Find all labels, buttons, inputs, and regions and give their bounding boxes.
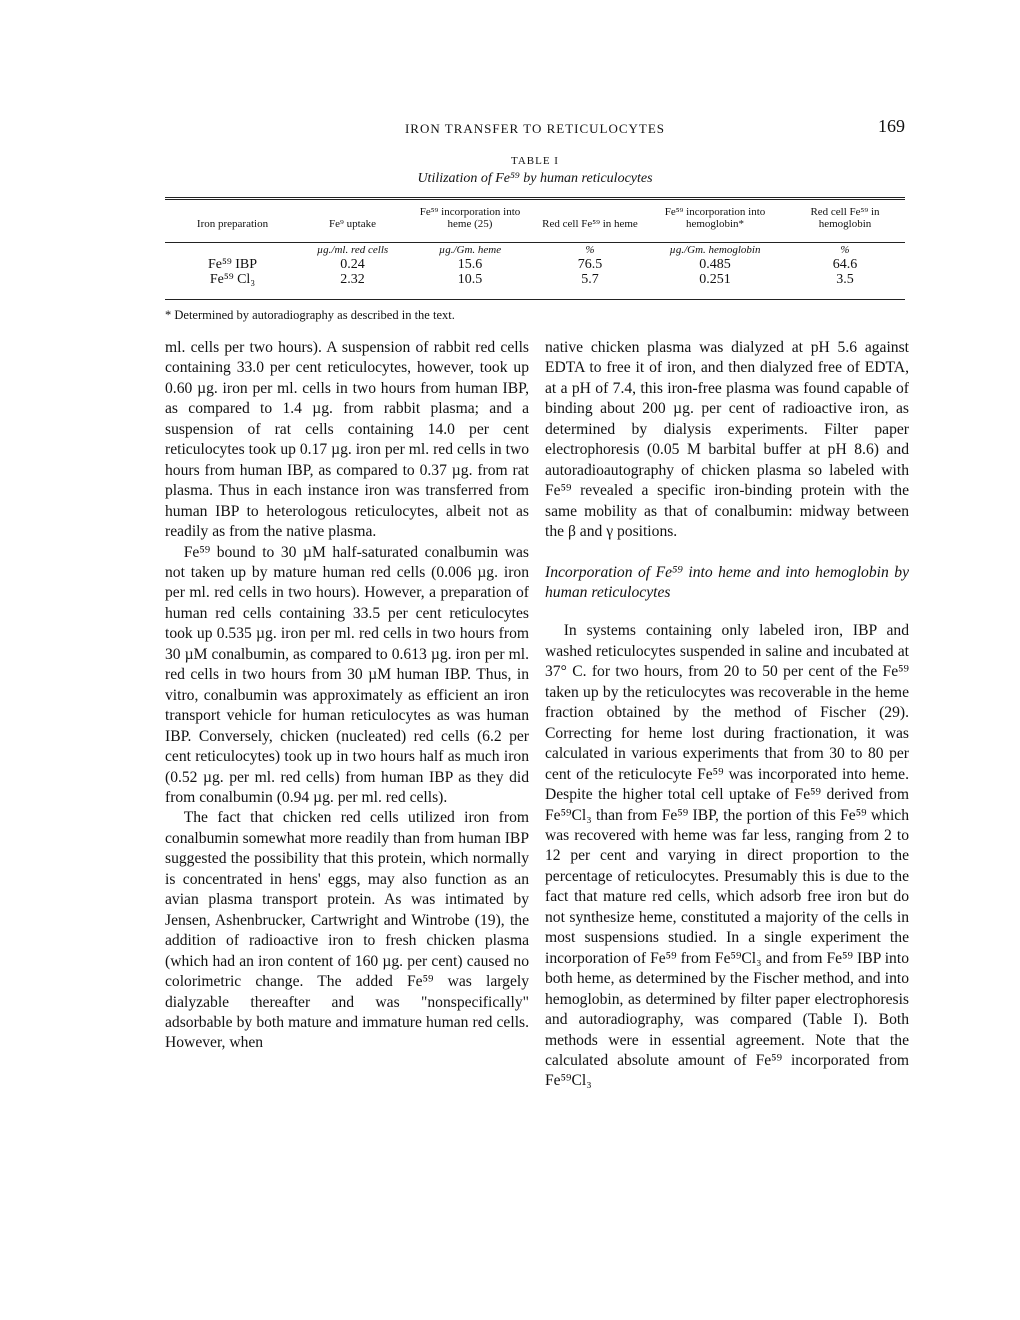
paragraph: In systems containing only labeled iron, IBP and washed reticulocytes suspended in saline and incubated at 37° C. for two hours, from 20 to 50 per cent of the Fe⁵⁹ taken up by the reticulocytes was recoverable in the heme fraction obtained by the method of Fischer (29). Correcting for heme lost during fractionation, it was calculated in various experiments that from 30 to 80 per cent of the reticulocyte Fe⁵⁹ was incorporated into heme. Despite the higher total cell uptake of Fe⁵⁹ derived from Fe⁵⁹Cl₃ than from Fe⁵⁹ IBP, the portion of this Fe⁵⁹ which was recovered with heme was far less, ranging from 2 to 12 per cent and varying in direct proportion to the percentage of reticulocytes. Presumably this is due to the fact that mature red cells, which adsorb free iron but do not synthesize heme, constituted a majority of the cells in most suspensions studied. In a single experiment the incorporation of Fe⁵⁹ from Fe⁵⁹Cl₃ and from Fe⁵⁹ IBP into both heme, as determined by the Fischer method, and into hemoglobin, as determined by filter paper electrophoresis and autoradiography, was compared (Table I). Both methods were in essential agreement. Note that the calculated absolute amount of Fe⁵⁹ incorporated from Fe⁵⁹Cl₃ (545, 622, 909, 1090)
table-label: TABLE I (511, 155, 559, 167)
column-header: Red cell Fe⁵⁹ in heme (542, 218, 638, 230)
column-header: Iron preparation (196, 218, 269, 230)
unit-cell: % (585, 244, 595, 256)
column-header: Fe⁵⁹ incorporation into heme (25) (419, 206, 521, 230)
paragraph: The fact that chicken red cells utilized iron from conalbumin somewhat more readily than from human IBP suggested the possibility that this protein, which normally is concentrated in hens' eggs, may also function as an avian plasma transport protein. As was intimated by Jensen, Ashenbrucker, Cartwright and Wintrobe (19), the addition of radioactive iron to fresh chicken plasma (which had an iron content of 160 µg. per cent) caused no colorimetric change. The added Fe⁵⁹ was largely dialyzable thereafter and was "nonspecifically" adsorbable by both mature and immature human red cells. However, when (165, 809, 529, 1052)
table-cell: 64.6 (832, 257, 858, 272)
paragraph: Fe⁵⁹ bound to 30 µM half-saturated conalbumin was not taken up by mature human red cells (0.006 µg. iron per ml. red cells in two hours). However, a preparation of human red cells containing 33.5 per cent reticulocytes took up 0.535 µg. iron per ml. red cells in two hours from 30 µM conalbumin, as compared to 0.613 µg. iron per ml. red cells in two hours from 30 µM human IBP. Thus, in vitro, conalbumin was approximately as efficient an iron transport vehicle for human reticulocytes as was human IBP. Conversely, chicken (nucleated) red cells (6.2 per cent reticulocytes) took up in two hours half as much iron (0.52 µg. per ml. red cells) from human IBP as they did from conalbumin (0.94 µg. per ml. red cells). (165, 543, 529, 806)
unit-cell: µg./ml. red cells (316, 244, 389, 256)
table-footnote: * Determined by autoradiography as described in the text. (165, 308, 455, 322)
running-title: IRON TRANSFER TO RETICULOCYTES (404, 121, 666, 136)
table-cell: 76.5 (577, 257, 603, 272)
table-cell: 10.5 (457, 272, 483, 287)
units-row (165, 236, 905, 257)
left-column (165, 338, 529, 1054)
column-header: Fe⁵⁹ incorporation into hemoglobin* (664, 206, 766, 230)
table-caption: Utilization of Fe⁵⁹ by human reticulocytes (417, 171, 653, 186)
table-header-row (165, 206, 905, 236)
row-label: Fe⁵⁹ IBP (207, 257, 258, 272)
column-header: Red cell Fe⁵⁹ in hemoglobin (810, 206, 880, 230)
page-number: 169 (878, 116, 905, 136)
right-column (545, 338, 909, 1092)
table-cell: 5.7 (581, 272, 599, 287)
section-heading: Incorporation of Fe⁵⁹ into heme and into hemoglobin by human reticulocytes (545, 563, 909, 601)
table-row (165, 272, 905, 287)
table-bottom-rule (165, 299, 905, 300)
paragraph: ml. cells per two hours). A suspension of rabbit red cells containing 33.0 per cent reticulocytes, however, took up 0.60 µg. iron per ml. cells in two hours from human IBP, as compared to 1.4 µg. from rabbit plasma; and a suspension of rat cells containing 14.0 per cent reticulocytes took up 0.17 µg. iron per ml. red cells in two hours from human IBP, as compared to 0.37 µg. from rat plasma. Thus in each instance iron was transferred from human IBP to heterologous reticulocytes, albeit not as readily as from the native plasma. (165, 339, 529, 541)
table-cell: 2.32 (340, 272, 365, 287)
unit-cell: % (840, 244, 850, 256)
row-label: Fe⁵⁹ Cl₃ (209, 272, 256, 287)
table-cell: 3.5 (836, 272, 854, 287)
table-cell: 15.6 (457, 257, 483, 272)
unit-cell: µg./Gm. hemoglobin (669, 244, 761, 256)
data-table (165, 206, 905, 287)
table-header-rule (165, 242, 905, 243)
table-cell: 0.485 (699, 257, 731, 272)
table-top-rule (165, 197, 905, 200)
column-header: Fe⁹ uptake (329, 218, 376, 230)
page-header (165, 118, 905, 140)
table-cell: 0.251 (699, 272, 731, 287)
unit-cell: µg./Gm. heme (438, 244, 502, 256)
table-row (165, 257, 905, 272)
unit-cell (165, 236, 300, 257)
paragraph: native chicken plasma was dialyzed at pH 5.6 against EDTA to free it of iron, and then dialyzed free of EDTA, at a pH of 7.4, this iron-free plasma was found capable of binding about 200 µg. per cent of radioactive iron, as determined by dialysis experiments. Filter paper electrophoresis (0.05 M barbital buffer at pH 8.6) and autoradioautography of chicken plasma so labeled with Fe⁵⁹ revealed a specific iron-binding protein with the same mobility as that of conalbumin: midway between the β and γ positions. (545, 339, 909, 541)
table-cell: 0.24 (340, 257, 365, 272)
